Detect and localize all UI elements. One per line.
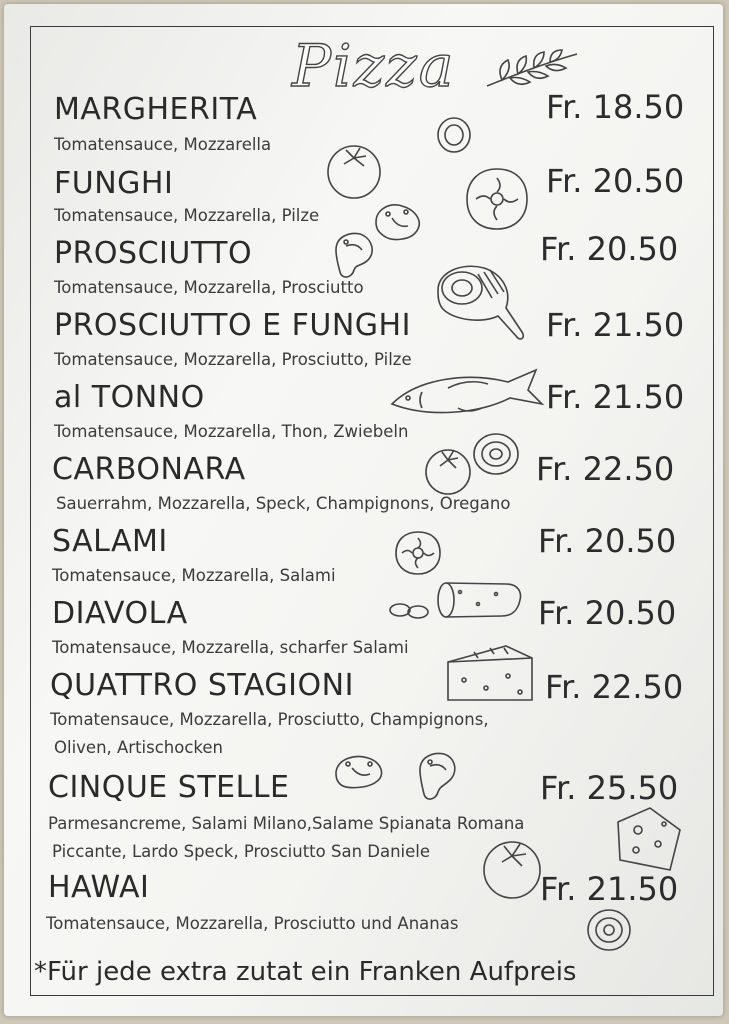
item-ingredients-diavola: Tomatensauce, Mozzarella, scharfer Salami — [52, 638, 409, 657]
menu-sheet — [4, 4, 723, 1016]
item-price-prosciutto: Fr. 20.50 — [540, 230, 679, 268]
cheese-icon — [610, 804, 684, 876]
item-ingredients-quattro-stagioni: Tomatensauce, Mozzarella, Prosciutto, Champignons, — [50, 710, 489, 729]
mushroom-icon — [332, 752, 388, 796]
item-price-al-tonno: Fr. 21.50 — [546, 378, 685, 416]
item-ingredients-prosciutto: Tomatensauce, Mozzarella, Prosciutto — [54, 278, 364, 297]
salami-icon — [388, 580, 524, 622]
extra-topping-note: *Für jede extra zutat ein Franken Aufpreis — [34, 957, 577, 987]
item-ingredients-quattro-stagioni-line2: Oliven, Artischocken — [54, 738, 224, 757]
item-price-hawai: Fr. 21.50 — [540, 870, 679, 908]
item-ingredients-salami: Tomatensauce, Mozzarella, Salami — [52, 566, 336, 585]
item-ingredients-carbonara: Sauerrahm, Mozzarella, Speck, Champignons, Oregano — [56, 494, 511, 513]
onion-slice-icon — [586, 908, 632, 952]
item-ingredients-margherita: Tomatensauce, Mozzarella — [54, 135, 272, 154]
item-name-prosciutto-e-funghi: PROSCIUTTO E FUNGHI — [54, 308, 411, 343]
tomato-icon — [480, 836, 544, 900]
item-name-funghi: FUNGHI — [54, 166, 174, 201]
cheese-icon — [444, 642, 536, 704]
tomato-icon — [324, 140, 384, 200]
fish-icon — [388, 364, 546, 422]
item-price-carbonara: Fr. 22.50 — [536, 450, 675, 488]
item-price-cinque-stelle: Fr. 25.50 — [540, 769, 679, 807]
item-ingredients-cinque-stelle: Parmesancreme, Salami Milano,Salame Spianata Romana — [48, 814, 525, 833]
item-ingredients-prosciutto-e-funghi: Tomatensauce, Mozzarella, Prosciutto, Pilze — [54, 350, 412, 369]
item-price-quattro-stagioni: Fr. 22.50 — [545, 668, 684, 706]
item-name-carbonara: CARBONARA — [52, 452, 246, 487]
item-name-hawai: HAWAI — [48, 870, 150, 905]
tomato-slice-icon — [394, 530, 442, 576]
menu-title: Pizza — [292, 32, 456, 100]
item-name-quattro-stagioni: QUATTRO STAGIONI — [50, 668, 354, 703]
ham-leg-icon — [432, 260, 528, 344]
item-price-prosciutto-e-funghi: Fr. 21.50 — [546, 306, 685, 344]
onion-slice-icon — [436, 116, 472, 154]
onion-slice-icon — [472, 432, 520, 476]
item-price-salami: Fr. 20.50 — [538, 522, 677, 560]
item-name-margherita: MARGHERITA — [54, 92, 258, 127]
item-price-funghi: Fr. 20.50 — [546, 162, 685, 200]
item-ingredients-funghi: Tomatensauce, Mozzarella, Pilze — [54, 206, 320, 225]
mushroom-icon — [416, 750, 460, 804]
item-ingredients-cinque-stelle-line2: Piccante, Lardo Speck, Prosciutto San Daniele — [52, 842, 431, 861]
tomato-slice-icon — [464, 166, 530, 232]
item-name-salami: SALAMI — [52, 524, 168, 559]
item-ingredients-hawai: Tomatensauce, Mozzarella, Prosciutto und Ananas — [46, 914, 459, 933]
tomato-icon — [422, 444, 474, 496]
mushroom-icon — [372, 200, 426, 246]
item-price-margherita: Fr. 18.50 — [546, 88, 685, 126]
leaf-sprig-icon — [482, 46, 582, 91]
item-price-diavola: Fr. 20.50 — [538, 594, 677, 632]
item-name-prosciutto: PROSCIUTTO — [54, 236, 253, 271]
mushroom-icon — [332, 230, 378, 282]
item-name-al-tonno: al TONNO — [54, 380, 205, 415]
item-name-diavola: DIAVOLA — [52, 596, 188, 631]
item-name-cinque-stelle: CINQUE STELLE — [48, 770, 290, 805]
item-ingredients-al-tonno: Tomatensauce, Mozzarella, Thon, Zwiebeln — [54, 422, 409, 441]
